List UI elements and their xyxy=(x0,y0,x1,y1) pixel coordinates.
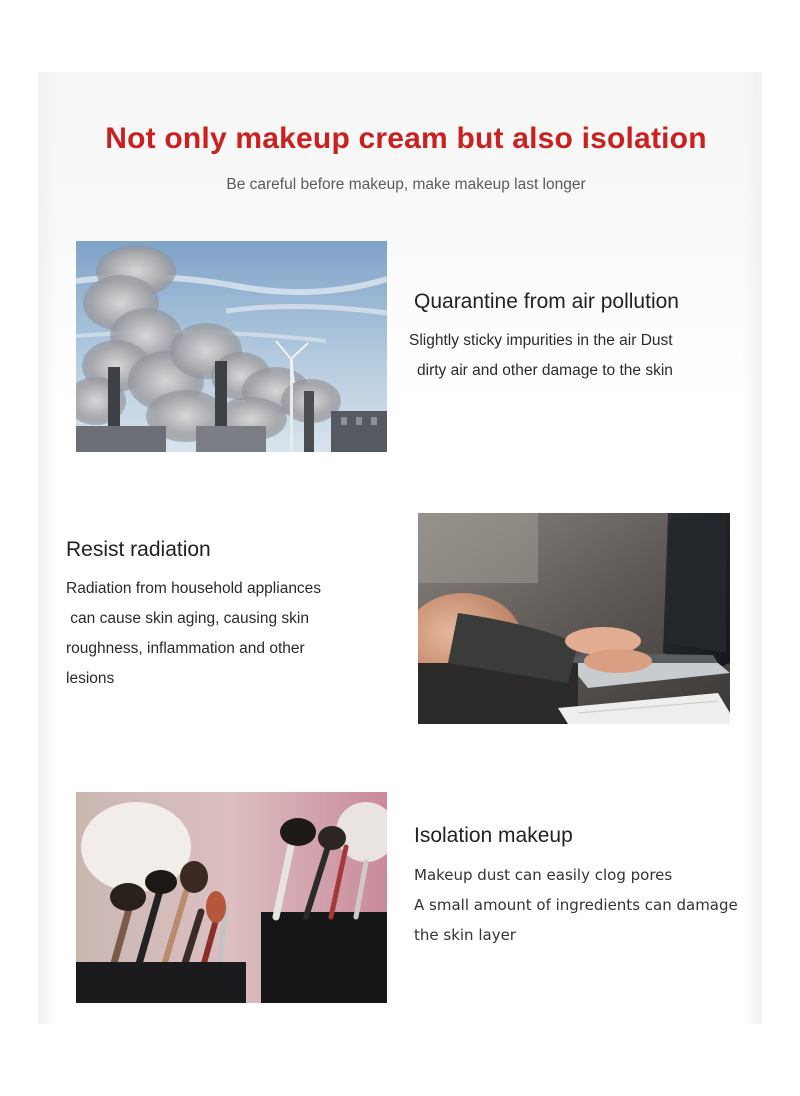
section-2-line-1: Radiation from household appliances xyxy=(66,580,322,597)
section-2-heading: Resist radiation xyxy=(66,538,211,561)
panel-edge-left xyxy=(38,72,58,1024)
page-subtitle: Be careful before makeup, make makeup last longer xyxy=(226,176,586,193)
laptop-typing-icon xyxy=(418,513,730,724)
makeup-brushes-photo xyxy=(76,792,387,1003)
section-3-heading: Isolation makeup xyxy=(414,824,573,847)
section-1-line-1: Slightly sticky impurities in the air Dust xyxy=(409,332,673,349)
makeup-brushes-icon xyxy=(76,792,387,1003)
section-1-heading: Quarantine from air pollution xyxy=(414,290,679,313)
section-3-line-3: the skin layer xyxy=(414,926,516,944)
laptop-typing-photo xyxy=(418,513,730,724)
panel-edge-right xyxy=(742,72,762,1024)
section-2-text xyxy=(66,574,321,694)
factory-smoke-icon xyxy=(76,241,387,452)
section-3-line-2: A small amount of ingredients can damage xyxy=(414,896,738,914)
section-3-line-1: Makeup dust can easily clog pores xyxy=(414,866,673,884)
section-1-line-2: dirty air and other damage to the skin xyxy=(417,362,673,379)
section-2-line-4: lesions xyxy=(66,670,115,687)
page-title: Not only makeup cream but also isolation xyxy=(105,122,707,155)
section-2-line-3: roughness, inflammation and other xyxy=(66,640,305,657)
section-2-line-2: can cause skin aging, causing skin xyxy=(66,610,309,627)
factory-smoke-photo xyxy=(76,241,387,452)
section-3-text xyxy=(414,860,738,950)
section-1-text xyxy=(409,326,673,386)
